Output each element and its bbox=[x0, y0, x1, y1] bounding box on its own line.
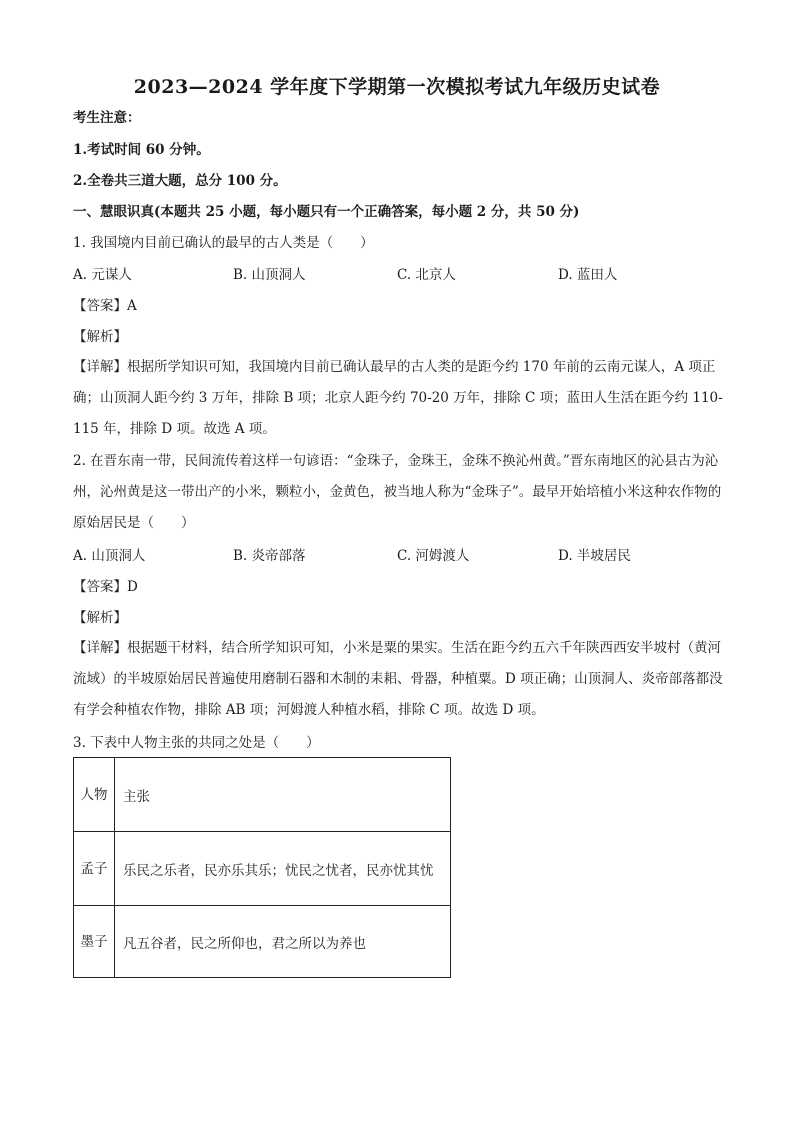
notice-item-2: 2.全卷共三道大题，总分 100 分。 bbox=[73, 173, 287, 189]
table-cell-claim: 凡五谷者，民之所仰也，君之所以为养也 bbox=[115, 906, 451, 978]
question-3-table bbox=[73, 757, 451, 978]
question-2-options bbox=[73, 546, 723, 566]
table-header-person: 人物 bbox=[74, 758, 115, 832]
table-header-row bbox=[74, 758, 451, 832]
question-2-analysis: 【解析】 bbox=[73, 610, 127, 626]
exam-title: 2023—2024 学年度下学期第一次模拟考试九年级历史试卷 bbox=[133, 76, 661, 98]
table-row bbox=[74, 832, 451, 906]
section-heading: 一、慧眼识真(本题共 25 小题，每小题只有一个正确答案，每小题 2 分，共 50 分) bbox=[73, 204, 580, 220]
question-1-analysis: 【解析】 bbox=[73, 329, 127, 345]
q2-option-a: A. 山顶洞人 bbox=[73, 548, 146, 564]
question-1-detail: 【详解】根据所学知识可知，我国境内目前已确认最早的古人类的是距今约 170 年前的云南元谋人，A 项正确；山顶洞人距今约 3 万年，排除 B 项；北京人距今约 70-20 万年，排除 C 项；蓝田人生活在距今约 110-115 年，排除 D 项。故选 A 项。 bbox=[73, 359, 723, 437]
table-cell-person: 孟子 bbox=[74, 832, 115, 906]
question-1-answer: 【答案】A bbox=[73, 298, 137, 314]
q1-option-d: D. 蓝田人 bbox=[558, 267, 618, 283]
question-2-stem: 2. 在晋东南一带，民间流传着这样一句谚语：“金珠子，金珠王，金珠不换沁州黄。”晋东南地区的沁县古为沁州，沁州黄是这一带出产的小米，颗粒小，金黄色，被当地人称为“金珠子”。最早开始培植小米这种农作物的原始居民是（ ） bbox=[73, 453, 722, 531]
table-cell-claim: 乐民之乐者，民亦乐其乐；忧民之忧者，民亦忧其忧 bbox=[115, 832, 451, 906]
q1-option-c: C. 北京人 bbox=[397, 267, 456, 283]
question-1-stem: 1. 我国境内目前已确认的最早的古人类是（ ） bbox=[73, 235, 374, 251]
table-cell-person: 墨子 bbox=[74, 906, 115, 978]
q1-option-a: A. 元谋人 bbox=[73, 267, 132, 283]
q2-option-b: B. 炎帝部落 bbox=[233, 548, 306, 564]
table-header-claim: 主张 bbox=[115, 758, 451, 832]
table-row bbox=[74, 906, 451, 978]
notice-item-1: 1.考试时间 60 分钟。 bbox=[73, 142, 210, 158]
q1-option-b: B. 山顶洞人 bbox=[233, 267, 306, 283]
question-1-options bbox=[73, 265, 723, 285]
question-3-stem: 3. 下表中人物主张的共同之处是（ ） bbox=[73, 735, 320, 751]
question-2-detail: 【详解】根据题干材料，结合所学知识可知，小米是粟的果实。生活在距今约五六千年陕西西安半坡村（黄河流域）的半坡原始居民普遍使用磨制石器和木制的耒耜、骨器，种植粟。D 项正确；山顶洞人、炎帝部落都没有学会种植农作物，排除 AB 项；河姆渡人种植水稻，排除 C 项。故选 D 项。 bbox=[73, 640, 723, 718]
notice-heading: 考生注意： bbox=[73, 110, 141, 126]
q2-option-d: D. 半坡居民 bbox=[558, 548, 631, 564]
question-2-answer: 【答案】D bbox=[73, 579, 138, 595]
q2-option-c: C. 河姆渡人 bbox=[397, 548, 470, 564]
